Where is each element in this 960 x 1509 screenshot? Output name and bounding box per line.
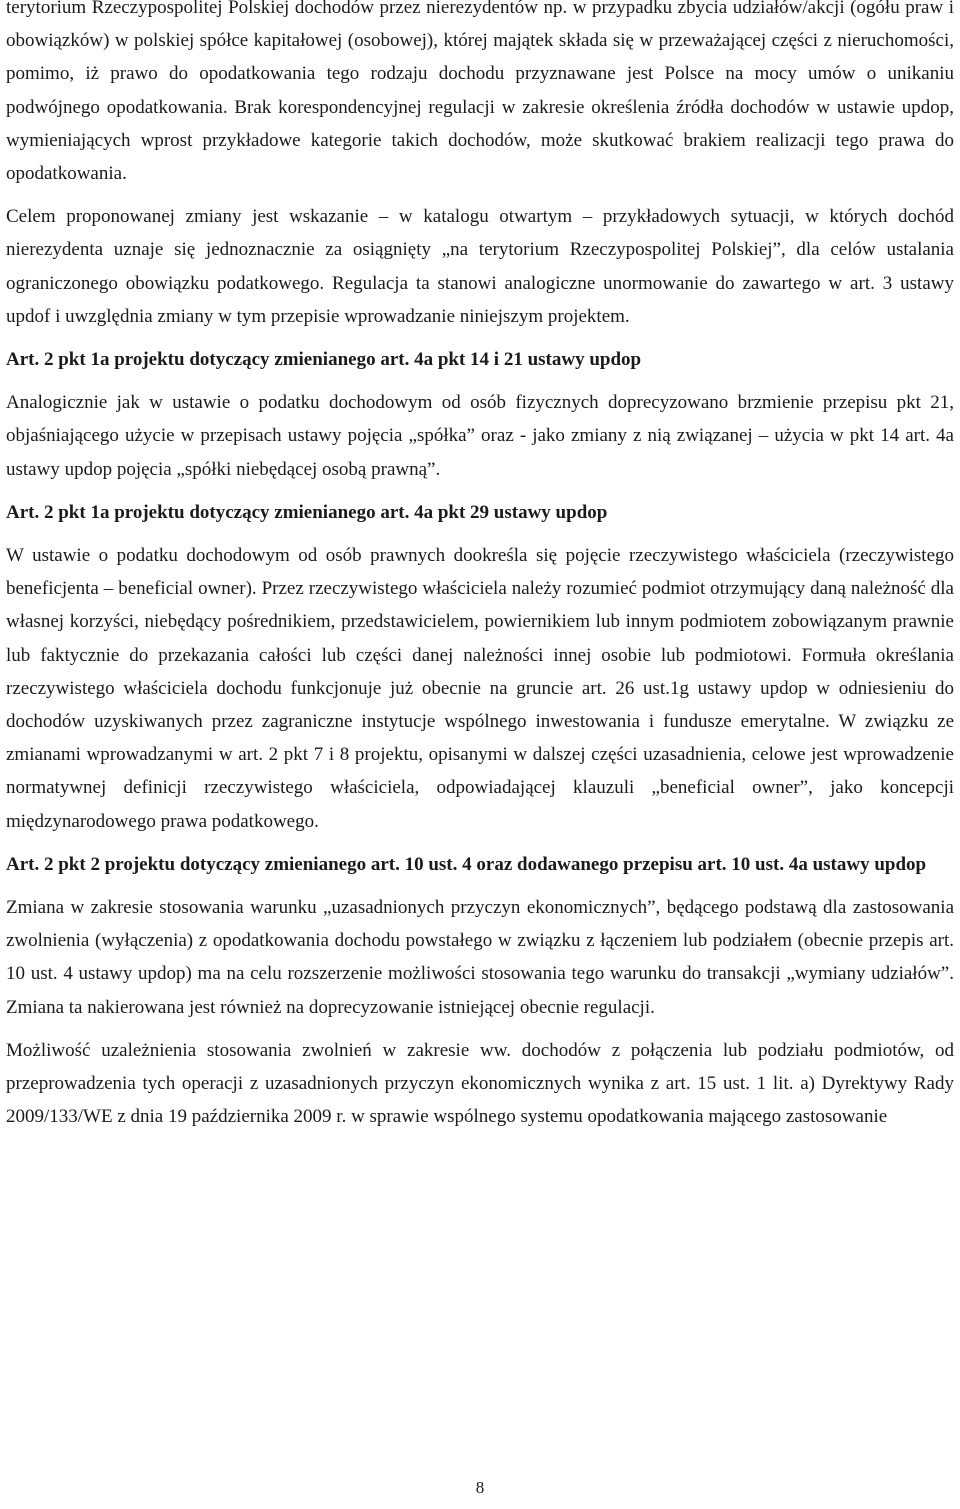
section-heading: Art. 2 pkt 1a projektu dotyczący zmienianego art. 4a pkt 14 i 21 ustawy updop — [6, 349, 642, 371]
paragraph: terytorium Rzeczypospolitej Polskiej dochodów przez nierezydentów np. w przypadku zbycia udziałów/akcji (ogółu praw i obowiązków) w polskiej spółce kapitałowej (osobowej), której majątek składa się w przeważającej części z nieruchomości, pomimo, iż prawo do opodatkowania tego rodzaju dochodu przyznawane jest Polsce na mocy umów o unikaniu podwójnego opodatkowania. Brak korespondencyjnej regulacji w zakresie określenia źródła dochodów w ustawie updop, wymieniających wprost przykładowe kategorie takich dochodów, może skutkować brakiem realizacji tego prawa do opodatkowania. — [6, 0, 954, 185]
paragraph: Analogicznie jak w ustawie o podatku dochodowym od osób fizycznych doprecyzowano brzmienie przepisu pkt 21, objaśniającego użycie w przepisach ustawy pojęcia „spółka” oraz - jako zmiany z nią związanej – użycia w pkt 14 art. 4a ustawy updop pojęcia „spółki niebędącej osobą prawną”. — [6, 392, 954, 480]
paragraph: Celem proponowanej zmiany jest wskazanie – w katalogu otwartym – przykładowych sytuacji, w których dochód nierezydenta uznaje się jednoznacznie za osiągnięty „na terytorium Rzeczypospolitej Polskiej”, dla celów ustalania ograniczonego obowiązku podatkowego. Regulacja ta stanowi analogiczne unormowanie do zawartego w art. 3 ustawy updof i uwzględnia zmiany w tym przepisie wprowadzanie niniejszym projektem. — [6, 206, 954, 327]
document-page — [6, 0, 954, 1144]
page-number: 8 — [475, 1478, 485, 1497]
paragraph: Zmiana w zakresie stosowania warunku „uzasadnionych przyczyn ekonomicznych”, będącego podstawą dla zastosowania zwolnienia (wyłączenia) z opodatkowania dochodu powstałego w związku z łączeniem lub podziałem (obecnie przepis art. 10 ust. 4 ustawy updop) ma na celu rozszerzenie możliwości stosowania tego warunku do transakcji „wymiany udziałów”. Zmiana ta nakierowana jest również na doprecyzowanie istniejącej obecnie regulacji. — [6, 897, 954, 1018]
section-heading: Art. 2 pkt 2 projektu dotyczący zmienianego art. 10 ust. 4 oraz dodawanego przepisu art. 10 ust. 4a ustawy updop — [6, 853, 927, 875]
section-heading: Art. 2 pkt 1a projektu dotyczący zmienianego art. 4a pkt 29 ustawy updop — [6, 501, 608, 523]
paragraph: W ustawie o podatku dochodowym od osób prawnych dookreśla się pojęcie rzeczywistego właściciela (rzeczywistego beneficjenta – beneficial owner). Przez rzeczywistego właściciela należy rozumieć podmiot otrzymujący daną należność dla własnej korzyści, niebędący pośrednikiem, przedstawicielem, powiernikiem lub innym podmiotem zobowiązanym prawnie lub faktycznie do przekazania całości lub części danej należności innej osobie lub podmiotowi. Formuła określania rzeczywistego właściciela dochodu funkcjonuje już obecnie na gruncie art. 26 ust.1g ustawy updop w odniesieniu do dochodów uzyskiwanych przez zagraniczne instytucje wspólnego inwestowania i fundusze emerytalne. W związku ze zmianami wprowadzanymi w art. 2 pkt 7 i 8 projektu, opisanymi w dalszej części uzasadnienia, celowe jest wprowadzenie normatywnej definicji rzeczywistego właściciela, odpowiadającej klauzuli „beneficial owner”, jako koncepcji międzynarodowego prawa podatkowego. — [6, 545, 954, 832]
paragraph: Możliwość uzależnienia stosowania zwolnień w zakresie ww. dochodów z połączenia lub podziału podmiotów, od przeprowadzenia tych operacji z uzasadnionych przyczyn ekonomicznych wynika z art. 15 ust. 1 lit. a) Dyrektywy Rady 2009/133/WE z dnia 19 października 2009 r. w sprawie wspólnego systemu opodatkowania mającego zastosowanie — [6, 1039, 954, 1128]
